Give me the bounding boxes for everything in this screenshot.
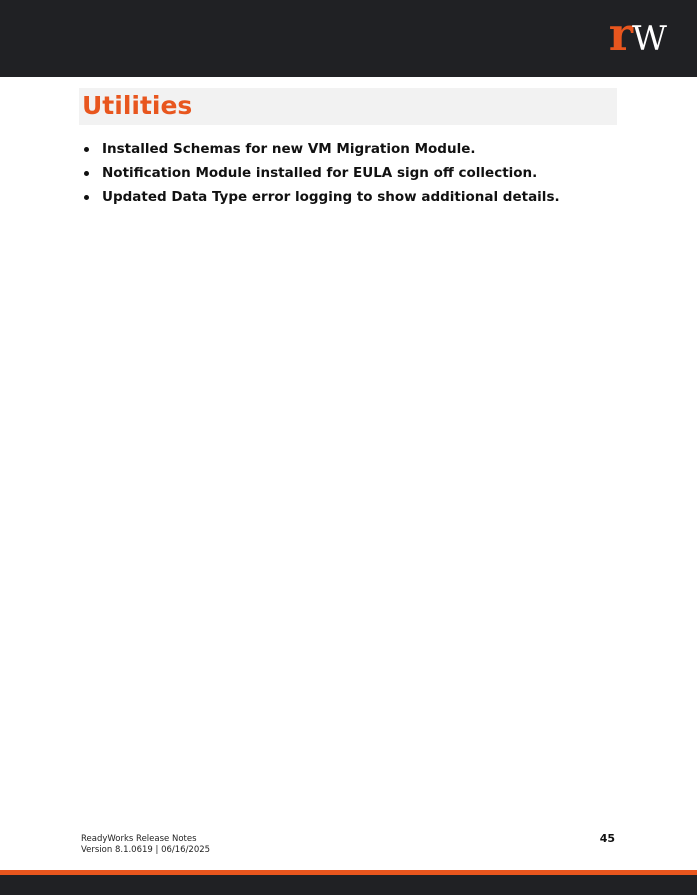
bullet-icon xyxy=(84,171,89,176)
footer-document-info xyxy=(81,834,210,856)
list-item xyxy=(79,187,619,211)
header-bar xyxy=(0,0,697,77)
page-number: 45 xyxy=(599,832,615,845)
footer-version-line: Version 8.1.0619 | 06/16/2025 xyxy=(81,845,211,855)
section-title: Utilities xyxy=(82,91,193,120)
list-item-text: Installed Schemas for new VM Migration Module. xyxy=(102,141,476,157)
readyworks-logo xyxy=(608,7,667,61)
logo-letter-r: r xyxy=(608,7,633,61)
list-item-text: Updated Data Type error logging to show additional details. xyxy=(102,189,560,205)
footer-doc-title: ReadyWorks Release Notes xyxy=(81,834,197,844)
list-item xyxy=(79,139,619,163)
bullet-list xyxy=(79,139,619,211)
list-item-text: Notification Module installed for EULA sign off collection. xyxy=(102,165,538,181)
bullet-icon xyxy=(84,195,89,200)
footer-bar xyxy=(0,875,697,895)
section-heading-box xyxy=(79,88,617,125)
list-item xyxy=(79,163,619,187)
logo-letter-w: W xyxy=(632,19,667,59)
bullet-icon xyxy=(84,147,89,152)
